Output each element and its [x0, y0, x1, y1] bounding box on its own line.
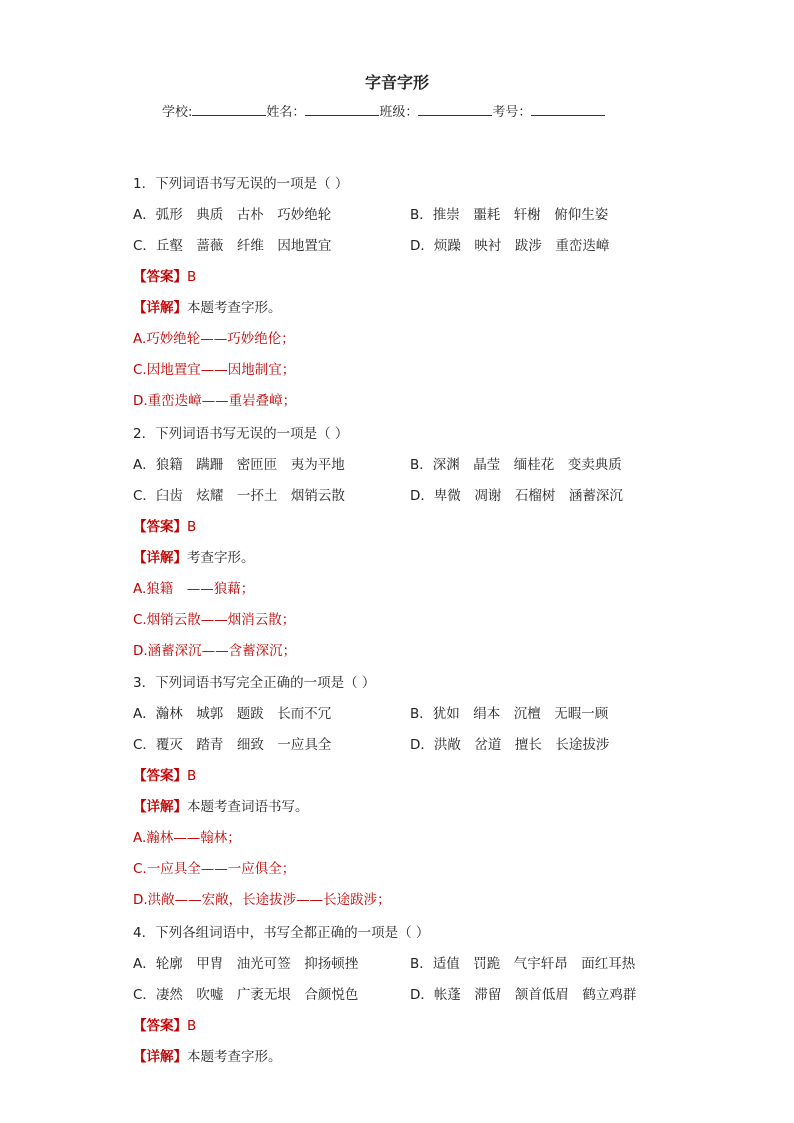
option-b: B．深渊 晶莹 缅桂花 变卖典质 — [410, 457, 622, 473]
detail-text: 考查字形。 — [187, 550, 255, 566]
option-d: D．帐蓬 滞留 颔首低眉 鹤立鸡群 — [410, 987, 637, 1003]
answer-tag: 答案 — [146, 1018, 174, 1034]
detail-line: 【详解】考查字形。 — [133, 550, 255, 566]
detail-tag: 详解 — [146, 1049, 174, 1065]
answer-line: 【答案】B — [133, 768, 197, 784]
detail-line: 【详解】本题考查字形。 — [133, 300, 282, 316]
detail-note: C.烟销云散——烟消云散； — [133, 612, 296, 628]
option-c: C．臼齿 炫耀 一抔土 烟销云散 — [133, 488, 345, 504]
option-a: A．瀚林 城郭 题跋 长而不冗 — [133, 706, 332, 722]
student-info-row — [162, 101, 605, 120]
answer-line: 【答案】B — [133, 519, 197, 535]
school-label: 学校: — [162, 105, 193, 120]
detail-note: A.狼籍 ——狼藉； — [133, 581, 255, 597]
detail-note: D.涵蓄深沉——含蓄深沉； — [133, 643, 297, 659]
detail-line: 【详解】本题考查词语书写。 — [133, 799, 309, 815]
question-stem: 2．下列词语书写无误的一项是（ ） — [133, 426, 349, 442]
detail-tag: 详解 — [146, 799, 174, 815]
detail-text: 本题考查词语书写。 — [187, 799, 309, 815]
number-blank — [531, 103, 605, 116]
option-c: C．丘壑 蔷薇 纤维 因地置宜 — [133, 238, 332, 254]
answer-value: B — [187, 269, 197, 285]
option-a: A．狼籍 蹒跚 密匝匝 夷为平地 — [133, 457, 345, 473]
class-label: 班级： — [379, 105, 419, 120]
option-d: D．烦躁 映衬 跋涉 重峦迭嶂 — [410, 238, 610, 254]
option-b: B．推崇 噩耗 轩榭 俯仰生姿 — [410, 207, 609, 223]
option-b: B．适值 罚跪 气宇轩昂 面红耳热 — [410, 956, 636, 972]
detail-note: D.重峦迭嶂——重岩叠嶂； — [133, 393, 297, 409]
detail-note: C.一应具全——一应俱全； — [133, 861, 296, 877]
detail-note: D.洪敞——宏敞，长途拔涉——长途跋涉； — [133, 892, 391, 908]
option-a: A．轮廓 甲胄 油光可签 抑扬顿挫 — [133, 956, 359, 972]
class-blank — [418, 103, 492, 116]
detail-tag: 详解 — [146, 300, 174, 316]
detail-note: C.因地置宜——因地制宜； — [133, 362, 296, 378]
answer-tag: 答案 — [146, 768, 174, 784]
option-d: D．卑微 凋谢 石榴树 涵蓄深沉 — [410, 488, 623, 504]
option-a: A．弧形 典质 古朴 巧妙绝轮 — [133, 207, 332, 223]
question-stem: 4．下列各组词语中，书写全都正确的一项是（ ） — [133, 925, 430, 941]
detail-text: 本题考查字形。 — [187, 1049, 282, 1065]
answer-tag: 答案 — [146, 269, 174, 285]
answer-line: 【答案】B — [133, 1018, 197, 1034]
name-blank — [305, 103, 379, 116]
name-label: 姓名： — [266, 105, 306, 120]
option-b: B．犹如 绢本 沉檀 无暇一顾 — [410, 706, 609, 722]
answer-tag: 答案 — [146, 519, 174, 535]
option-c: C．凄然 吹嘘 广袤无垠 合颜悦色 — [133, 987, 359, 1003]
detail-tag: 详解 — [146, 550, 174, 566]
detail-note: A.巧妙绝轮——巧妙绝伦； — [133, 331, 295, 347]
answer-value: B — [187, 768, 197, 784]
detail-note: A.瀚林——翰林； — [133, 830, 241, 846]
answer-value: B — [187, 1018, 197, 1034]
question-stem: 1．下列词语书写无误的一项是（ ） — [133, 176, 349, 192]
answer-line: 【答案】B — [133, 269, 197, 285]
option-c: C．覆灭 踏青 细致 一应具全 — [133, 737, 332, 753]
answer-value: B — [187, 519, 197, 535]
number-label: 考号： — [492, 105, 532, 120]
page-title: 字音字形 — [364, 73, 429, 92]
option-d: D．洪敞 岔道 擅长 长途拔涉 — [410, 737, 610, 753]
school-blank — [192, 103, 266, 116]
detail-text: 本题考查字形。 — [187, 300, 282, 316]
question-stem: 3．下列词语书写完全正确的一项是（ ） — [133, 675, 376, 691]
detail-line: 【详解】本题考查字形。 — [133, 1049, 282, 1065]
